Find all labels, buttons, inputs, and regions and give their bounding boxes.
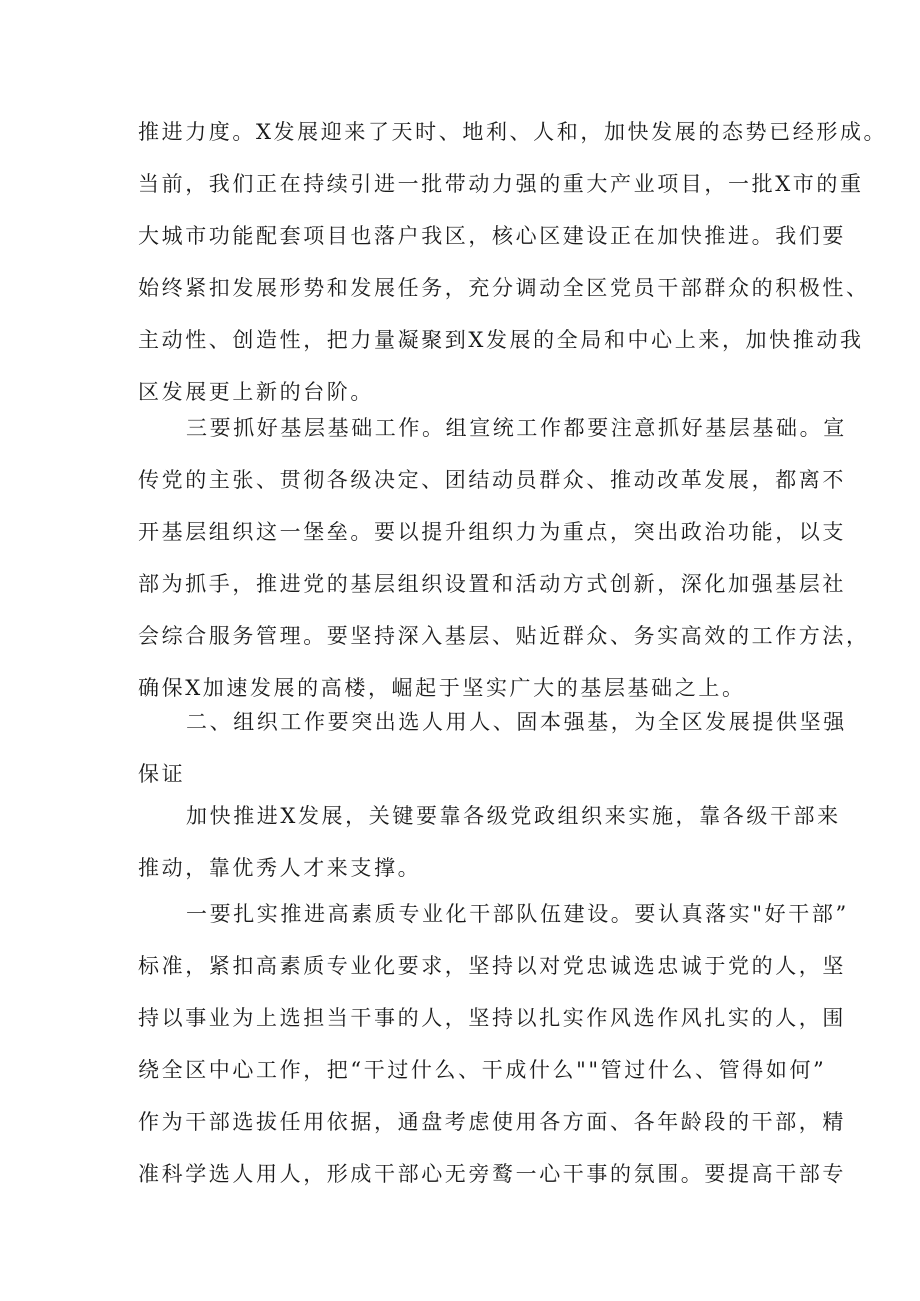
text-line: 部为抓手，推进党的基层组织设置和活动方式创新，深化加强基层社: [138, 572, 846, 596]
text-line: 传党的主张、贯彻各级决定、团结动员群众、推动改革发展，都离不: [138, 468, 846, 492]
text-line: 推动，靠优秀人才来支撑。: [138, 856, 422, 880]
paragraph-1: [138, 106, 888, 418]
text-line: 区发展更上新的台阶。: [138, 380, 374, 404]
paragraph-4: [138, 790, 841, 894]
text-line: 二、组织工作要突出选人用人、固本强基，为全区发展提供坚强: [186, 710, 847, 734]
section-heading: [138, 696, 847, 800]
text-line: 一要扎实推进高素质专业化干部队伍建设。要认真落实"好干部”: [186, 902, 849, 926]
text-line: 始终紧扣发展形势和发展任务，充分调动全区党员干部群众的积极性、: [138, 276, 870, 300]
text-line: 保证: [138, 762, 186, 786]
text-line: 确保X加速发展的高楼，崛起于坚实广大的基层基础之上。: [138, 676, 746, 700]
text-line: 推进力度。X发展迎来了天时、地利、人和，加快发展的态势已经形成。: [138, 120, 888, 144]
paragraph-2: [138, 402, 870, 714]
text-line: 绕全区中心工作，把“干过什么、干成什么""管过什么、管得如何”: [138, 1058, 827, 1082]
text-line: 开基层组织这一堡垒。要以提升组织力为重点，突出政治功能，以支: [138, 520, 846, 544]
text-line: 标准，紧扣高素质专业化要求，坚持以对党忠诚选忠诚于党的人，坚: [138, 954, 846, 978]
text-line: 准科学选人用人，形成干部心无旁鹜一心干事的氛围。要提高干部专: [138, 1162, 846, 1186]
text-line: 当前，我们正在持续引进一批带动力强的重大产业项目，一批X市的重: [138, 172, 864, 196]
text-line: 会综合服务管理。要坚持深入基层、贴近群众、务实高效的工作方法，: [138, 624, 870, 648]
paragraph-5: [138, 888, 849, 1200]
text-line: 大城市功能配套项目也落户我区，核心区建设正在加快推进。我们要: [138, 224, 846, 248]
text-line: 作为干部选拔任用依据，通盘考虑使用各方面、各年龄段的干部，精: [138, 1110, 846, 1134]
text-line: 持以事业为上选担当干事的人，坚持以扎实作风选作风扎实的人，围: [138, 1006, 846, 1030]
text-line: 主动性、创造性，把力量凝聚到X发展的全局和中心上来，加快推动我: [138, 328, 864, 352]
text-line: 三要抓好基层基础工作。组宣统工作都要注意抓好基层基础。宣: [186, 416, 847, 440]
text-line: 加快推进X发展，关键要靠各级党政组织来实施，靠各级干部来: [186, 804, 841, 828]
